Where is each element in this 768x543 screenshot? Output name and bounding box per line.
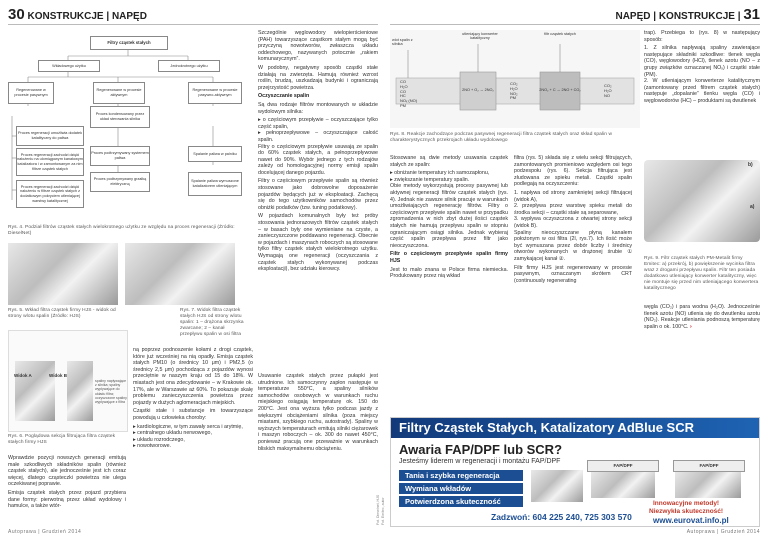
ad-innovation-1: Innowacyjne metody!: [653, 500, 720, 507]
fig4-node-oxidation-catalyst: Spalanie paliwa wymuszone katalizatorem utleniającym: [188, 172, 242, 196]
col4-bullet-3: 3. wypływa oczyszczona z otwartej strony sekcji (widok B).: [514, 216, 632, 229]
col3b-paragraph-1: Usuwanie cząstek stałych przez pułapki jest utrudnione. Ich samoczynny zapłon następuje w temperaturze 550°C, a spaliny silników samochodów osobowych w warunkach ruchu miejskiego osiągają temperaturę ok. 150 do 200°C. Jest ona wyższa tylko podczas jazdy z większymi obciążeniami silnika (poza miejscy miastami, szybkiego ruchu, autostrady). Spaliny w wyższych temperaturach emitują silniki ciężarowek i maszyn roboczych – ok. 300 do nawet 450°C, ponieważ pracują one przeważnie w warunkach bliskich maksymalnemu obciążeniu.: [258, 373, 378, 452]
fig4-node-single-use: Jednokrotnego użytku: [158, 60, 220, 72]
col3-bullet-2: ▸ zwiększanie temperatury spalin.: [390, 176, 470, 183]
fig8-label-oxidation-catalyst: utleniający konwerter katalityczny: [462, 32, 498, 40]
ad-feature-regeneration: Tania i szybka regeneracja: [399, 470, 523, 481]
article-column-4-top: [514, 155, 632, 286]
ad-phone[interactable]: Zadzwoń: 604 225 240, 725 303 570: [491, 512, 632, 522]
col2b-bullet-3: ▸ układu rozrodczego,: [133, 436, 185, 443]
photo-credit-left: Fot. Dieselnet, HJS: [376, 494, 380, 525]
figure-6-caption: Rys. 6. Poglądowa sekcja filtrująca filtra cząstek stałych firmy HJS: [8, 434, 116, 445]
fig4-node-fuel-additive: Proces regeneracji umożliwia dodatek katalityczny do paliwa: [16, 126, 84, 146]
col2b-bullet-1: ▸ kardiologiczne, w tym zawały serca i arytmię,: [133, 423, 243, 430]
fig9-label-a: a): [750, 204, 755, 210]
fig4-node-passive-active: Regenerowane w procesie pasywno-aktywnym: [188, 82, 242, 104]
fig4-node-top: Filtry cząstek stałych: [90, 36, 168, 50]
article-column-2-top: [258, 30, 378, 275]
section-label-left: KONSTRUKCJE | NAPĘD: [27, 11, 147, 22]
col4-paragraph-1: filtra (rys. 5) składa się z wielu sekcji filtrujących, zamontowanych promieniowo względem osi tego podzespołu (rys. 6). Sekcja filtrująca jest złudowana ze spieku metali. Cząstki spalin podlegają na oczyszczeniu:: [514, 155, 632, 188]
fig4-node-catalyst-filter: Proces regeneracji zachodzi dzięki nałożeniu na ulomiągowym kanałowym katalizatora i w zamontowanym za nim filtrze cząstek stałych: [16, 148, 84, 176]
figure-5-photo: [8, 243, 118, 305]
col2b-bullet-4: ▸ nowotworowe.: [133, 443, 171, 450]
fig6-section-a: [15, 361, 55, 421]
figure-4-caption: Rys. 4. Podział filtrów cząstek stałych wielokrotnego użytku ze względu na proces regeneracji (Źródło: DieselNet): [8, 225, 235, 236]
figure-9-images: [644, 160, 760, 242]
ad-subtitle: Awaria FAP/DPF lub SCR?: [399, 442, 563, 457]
col4-paragraph-3: Filtr firmy HJS jest regenerowany w procesie pasywnym, oznaczanym skrótem CRT (continuously regenerating: [514, 264, 632, 284]
ad-filter-image: [531, 470, 583, 502]
figure-4-diagram: [8, 30, 248, 220]
col5b-paragraph-1: węgla (CO₂) i para wodna (H₂O). Jednocześnie tlenek azotu (NO) utlenia się do dwutlenku azotu (NO₂). Reakcje utleniania podnoszą temperaturę spalin o ok. 100°C. ›: [644, 304, 760, 330]
col5-paragraph-1: trap). Przebiega to (rys. 8) w następujący sposób:: [644, 30, 760, 43]
ad-feature-effectiveness: Potwierdzona skuteczność: [399, 496, 523, 507]
ad-innovation-2: Niezwykła skuteczność!: [649, 508, 724, 515]
figure-8-pipe: [390, 30, 640, 128]
article-column-5-bottom: [644, 304, 760, 332]
footer-left: Autoprawa | Grudzień 2014: [8, 529, 82, 535]
col5-bullet-2: 2. W utleniającym konwerterze katalitycznym (zamontowany przed filtrem cząstek stałych) następuje „dopalanie” tlenku węgla (CO) i węglowodorów (HC) – produktami są dwutlenek: [644, 78, 760, 104]
fig4-node-active: Regenerowane w procesie aktywnym: [93, 82, 145, 104]
figure-8-caption: Rys. 8. Reakcje zachodzące podczas pasywnej regeneracji filtra cząstek stałych oraz skład spalin w charakterystycznych przekrojach układu wydolowego: [390, 132, 613, 143]
fig9-filter-photo: [644, 160, 760, 242]
figure-9-caption: Rys. 9. Filtr cząstek stałych PM-Metalit firmy Emitec: a) przekrój, b) powiększenie wycinka filtra wraz z drogami przepływu spalin. Filtr ten posiada dodatkowo utleniający konwerter katalityczny, więc nie montuje się przed nim utleniającego konwertera katalitycznego: [644, 256, 759, 291]
fig8-outlet-gases: CO₂ H₂O NO: [604, 83, 612, 98]
fig8-reaction-2: 2NO₂ + C → 2NO + CO₂: [539, 88, 581, 92]
header-rule-left: [8, 24, 378, 25]
header-rule-right: [390, 24, 760, 25]
ad-feature-replacement: Wymiana wkładów: [399, 483, 523, 494]
fig6-label-b: Widok B: [49, 373, 67, 378]
col2-bullet-1: ▸ o częściowym przepływie – oczyszczające tylko część spalin,: [258, 117, 378, 130]
col2-paragraph-3: Są dwa rodzaje filtrów montowanych w układzie wydolowym silnika:: [258, 101, 378, 115]
fig8-mid-gases: CO₂ H₂O NO₂ PM: [510, 81, 518, 101]
photo-credit-right: Fot. Emitec, autor: [381, 497, 385, 525]
col2-paragraph-6: W pojazdach komunalnych były też próby stosowania jednorazowych filtrów cząstek stałych – w basach były one wymieniane na czyste, a zanieczyszczone poddawano regeneracji. Obecnie w pojazdach i maszynach roboczych są stosowane tylko filtry cząstek stałych wielokrotnego użytku. Wymagają one regeneracji (oczyszczania z cząstek stałych wykonywanej podczas eksploatacji), bez udziału kierowcy.: [258, 213, 378, 273]
figure-7-caption: Rys. 7. Widok filtra cząstek stałych HJS od strony wlotu spalin: 1 – drążona skrzynka zwarcane; 2 – kanał przepływu spalin w osi filtra: [180, 308, 244, 337]
ad-features: [399, 470, 523, 509]
ad-tag-1: FAP/DPF: [587, 460, 659, 472]
col2-paragraph-2: W podobny, negatywny sposób cząstki stałe działają na zwierzęta. Hamują również wzrost roślin, brudzą, uszkadzają budynki i ograniczają przejrzystość powietrza.: [258, 64, 378, 91]
continue-arrow-icon: ›: [690, 323, 692, 330]
fig6-section-b: [67, 361, 93, 421]
ad-car-image-2: [675, 472, 741, 498]
fig8-label-particle-filter: filtr cząstek stałych: [544, 32, 576, 36]
fig4-node-passive: Regenerowane w procesie pasywnym: [8, 82, 54, 104]
fig8-inlet-gases: CO H₂O CO HC NOₓ (NO) PM: [400, 79, 418, 108]
ad-title: Filtry Cząstek Stałych, Katalizatory AdBlue SCR: [391, 418, 759, 438]
ad-website-link[interactable]: www.eurovat.info.pl: [653, 516, 729, 525]
page-number-left: 30: [8, 6, 25, 23]
left-page-header: [8, 6, 147, 23]
fig8-label-inlet: wlot spalin z silnika: [392, 38, 413, 46]
figure-8-diagram: [390, 30, 640, 128]
col1-paragraph-1: Wprawdzie pozycji nowszych generacji emitują małe szkodliwych składników spalin (również cząstek stałych), ale jednocześnie jest ich coraz więcej, dlatego cząsteczki powietrza nie ulega oczekiwanej poprawie.: [8, 455, 126, 488]
fig4-node-heater: Proces podtrzymywany grzałką elektryczną: [90, 172, 150, 192]
section-label-right: NAPĘD | KONSTRUKCJE |: [615, 11, 741, 22]
col2b-paragraph-2: Cząstki stałe i substancje im towarzyszące powodują u człowieka choroby:: [133, 408, 253, 421]
fig4-node-coated-filter: Proces regeneracji zachodzi dzięki nałożeniu w filtrze cząstek stałych z dodatkowym pokryciem utleniającej warstwy katalitycznej: [16, 180, 84, 208]
col2-paragraph-4: Filtry o częściowym przepływie usuwają ze spalin do 60% cząstek stałych, a pełnoprzepływowe nawet do 90%. Wybór jednego z tych rodzajów zależy od homologacyjnej normy emisji spalin docelującej danego pojazdu.: [258, 143, 378, 176]
article-column-1: [8, 455, 126, 512]
col4-paragraph-2: Spaliny nieoczyszczane płyną kanałem położonym w osi filtra (2l, rys.7). Ich ilość może być wymuszana przez dobór liczby i średnicy otworów wykonanych w drążonej śrubie ① zamykającej kanał ②.: [514, 229, 632, 262]
col1-paragraph-2: Emisja cząstek stałych przez pojazd przybiera dane formy: pierwotną przez układ wydolowy i hamulce, a także wtór-: [8, 489, 126, 510]
col2-paragraph-5: Filtry o częściowym przepływie spalin są również stosowane jako dobrowolne doposażenie pojazdów będących już w eksploatacji. Zachęcą się do tego użytkowników samochodów przez obniżki podatków (tzw. tuning podatkowy).: [258, 178, 378, 211]
col3-paragraph-1: Stosowane są dwie metody usuwania cząstek stałych ze spalin:: [390, 155, 508, 168]
col3-bullet-1: ▸ obniżanie temperatury ich samozapłonu,: [390, 170, 490, 177]
col2b-bullet-2: ▸ centralnego układu nerwowego,: [133, 430, 212, 437]
fig8-reaction-1: 2NO + O₂ → 2NO₂: [462, 88, 494, 92]
article-column-2-bottom: [133, 347, 253, 450]
fig4-node-burner: Spalanie paliwa w palniku: [188, 146, 242, 162]
col2-bullet-2: ▸ pełnoprzepływowe – oczyszczające całość spalin.: [258, 130, 378, 143]
fig4-node-multi-use: Wkładowego użytku: [38, 60, 100, 72]
fig6-label-a: Widok A: [14, 373, 32, 378]
col2b-paragraph-1: ną poprzez podnoszenie kołami z drogi cząstek, które już wcześniej na nią opadły. Emisja cząstek stałych PM10 (o średnicy 10 μm) i PM2,5 (o średnicy 2,5 μm) pochodząca z pojazdów wynosi przeciętnie w naszym kraju od 15 do 18%. W miastach jest ona zdecydowanie – w Krakowie ok. 17%, ale w Warszawie aż 60%. To pokazuje skalę problemu zanieczyszczenia powietrza przez pojazdy w dużych aglomeracjach miejskich.: [133, 347, 253, 406]
col3-heading: Filtr o częściowym przepływie spalin firmy HJS: [390, 251, 508, 264]
article-column-3-top: [390, 155, 508, 282]
right-page-header: [615, 6, 760, 23]
figure-7-photo: [125, 243, 235, 305]
ad-tag-2: FAP/DPF: [673, 460, 745, 472]
figure-5-caption: Rys. 5. Wkład filtra cząstek firmy HJS - widok od strony wlotu spalin (Źródło: HJS): [8, 308, 116, 319]
footer-right: Autoprawa | Grudzień 2014: [686, 529, 760, 535]
eurovat-advertisement[interactable]: [390, 417, 760, 527]
col4-bullet-1: 1. napływa od strony zamkniętej sekcji filtrującej (widok A),: [514, 189, 632, 203]
col5-bullet-1: 1. Z silnika napływają spaliny zawierające następujące składniki szkodliwe: tlenek węgla (CO), węglowodory (HCl), tlenek azotu (NO – z grupy związków oznaczanej NOₓ) i cząstki stałe (PM).: [644, 45, 760, 78]
col2-paragraph-1: Szczególnie węglowodory wielopierścieniowe (PAH) towarzyszące cząstkom stałym mogą być przyczyną nowotworów, zwłaszcza układu oddechowego, nazywanych potocznie „rakiem komunarycznym”.: [258, 30, 378, 63]
figure-6-diagram: [8, 330, 128, 432]
fig9-label-b: b): [748, 162, 753, 168]
fig4-node-ecu: Proces kondensowany przez układ sterowania silnika: [90, 106, 150, 128]
article-column-3-bottom: [258, 373, 378, 454]
col4-bullet-2: 2. przepływa przez warstwę spieku metali do środka sekcji – cząstki stałe są separowane,: [514, 203, 632, 216]
page-number-right: 31: [743, 6, 760, 23]
fig6-note: spaliny napływające z silnika; spaliny wypływające do układu filtra; oczyszczone spaliny wypływające z filtra: [95, 379, 127, 405]
col3-paragraph-3: Jest to mało znana w Polsce firma niemiecka. Produkowany przez nią wkład: [390, 266, 508, 280]
col2-heading: Oczyszczanie spalin: [258, 93, 310, 100]
ad-car-image-1: [591, 472, 655, 498]
ad-tagline: Jesteśmy liderem w regeneracji i montażu FAP/DPF: [399, 458, 561, 465]
article-column-5-top: [644, 30, 760, 105]
col3-paragraph-2: Obie metody wykorzystują procesy pasywnej lub aktywnej regeneracji filtrów cząstek stałych (rys. 4). Jednak nie zawsze silnik pracuje w warunkach umożliwiających regenerację filtrów. Filtry o częściowym przepływie spalin nawet w przypadku zgromadzenia w nich zbyt dużej ilości cząstek stałych nie hamują przepływu spalin w stopniu ograniczającym osiągi silnika. Jednak wybieraj część spalin przepływa przez filtr jako nieoczyszczona.: [390, 183, 508, 249]
fig4-node-fuel-system: Proces podtrzymywany systemem paliwa: [90, 146, 150, 166]
